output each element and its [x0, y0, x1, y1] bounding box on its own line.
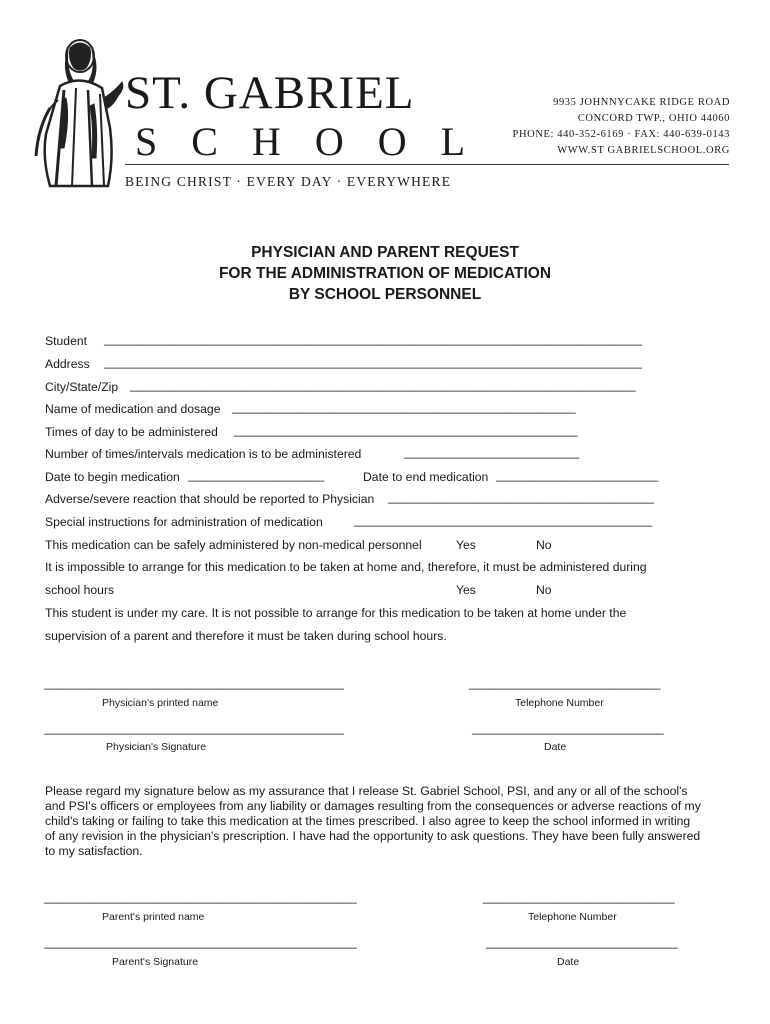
adverse-reaction-field[interactable]: _________________________________________: [388, 490, 654, 504]
adverse-reaction-label: Adverse/severe reaction that should be reported to Physician: [45, 492, 375, 506]
address-label: Address: [45, 357, 90, 371]
st-gabriel-figure-logo: [30, 38, 125, 188]
address-field[interactable]: ___________________________________________________________________________________: [104, 355, 642, 369]
release-line3: child's taking or failing to take this medication at the times prescribed. I also agree to keep the school informed in writing: [45, 814, 691, 828]
school-hours-yes-option[interactable]: Yes: [456, 583, 476, 597]
physician-signature-caption: Physician's Signature: [106, 741, 207, 753]
school-name-line2: SCHOOL: [135, 119, 500, 164]
parent-printed-name-caption: Parent's printed name: [102, 911, 205, 923]
header-divider: [125, 164, 729, 165]
special-instructions-label: Special instructions for administration of medication: [45, 515, 323, 529]
times-of-day-field[interactable]: _____________________________________________________: [234, 423, 578, 437]
care-line1: This student is under my care. It is not possible to arrange for this medication to be taken at home under the: [45, 606, 627, 620]
student-field[interactable]: ___________________________________________________________________________________: [104, 332, 642, 346]
non-medical-no-option[interactable]: No: [536, 538, 552, 552]
medication-dosage-field[interactable]: _____________________________________________________: [232, 400, 576, 414]
impossible-line2: school hours: [45, 583, 115, 597]
physician-telephone-line[interactable]: ______________________________: [469, 676, 661, 690]
city-state-zip-label: City/State/Zip: [45, 380, 119, 394]
number-of-times-field[interactable]: ___________________________: [404, 445, 579, 459]
parent-telephone-line[interactable]: ______________________________: [483, 890, 675, 904]
school-name-line1: ST. GABRIEL: [125, 67, 415, 119]
parent-printed-name-line[interactable]: _________________________________________________: [44, 890, 357, 904]
student-label: Student: [45, 334, 88, 348]
physician-telephone-caption: Telephone Number: [515, 697, 604, 709]
city-state-zip-field[interactable]: ______________________________________________________________________________: [130, 378, 636, 392]
address-line2: CONCORD TWP., OHIO 44060: [577, 113, 730, 124]
care-line2: supervision of a parent and therefore it must be taken during school hours.: [45, 629, 447, 643]
website: WWW.ST GABRIELSCHOOL.ORG: [557, 145, 730, 156]
address-line1: 9935 JOHNNYCAKE RIDGE ROAD: [553, 97, 730, 108]
physician-date-line[interactable]: ______________________________: [472, 721, 664, 735]
form-title-line1: PHYSICIAN AND PARENT REQUEST: [251, 244, 519, 261]
physician-printed-name-caption: Physician's printed name: [102, 697, 219, 709]
release-line1: Please regard my signature below as my assurance that I release St. Gabriel School, PSI, and any or all of the school's: [45, 784, 688, 798]
parent-signature-caption: Parent's Signature: [112, 956, 199, 968]
parent-signature-line[interactable]: _________________________________________________: [44, 935, 357, 949]
form-title-line2: FOR THE ADMINISTRATION OF MEDICATION: [218, 265, 552, 282]
parent-date-caption: Date: [557, 956, 580, 968]
parent-telephone-caption: Telephone Number: [528, 911, 617, 923]
release-line2: and PSI's officers or employees from any liability or damages resulting from the consequences or adverse reactions of my: [45, 799, 701, 813]
school-hours-no-option[interactable]: No: [536, 583, 552, 597]
date-end-label: Date to end medication: [363, 470, 489, 484]
phone-fax: PHONE: 440-352-6169 · FAX: 440-639-0143: [512, 129, 730, 140]
physician-printed-name-line[interactable]: _______________________________________________: [44, 676, 344, 690]
number-of-times-label: Number of times/intervals medication is to be administered: [45, 447, 362, 461]
special-instructions-field[interactable]: ______________________________________________: [354, 513, 652, 527]
times-of-day-label: Times of day to be administered: [45, 425, 218, 439]
date-end-field[interactable]: _________________________: [496, 468, 658, 482]
date-begin-field[interactable]: _____________________: [188, 468, 325, 482]
release-line4: of any revision in the physician's prescription. I have had the opportunity to ask questions. They have been fully answered: [45, 829, 701, 843]
release-line5: to my satisfaction.: [45, 844, 143, 858]
physician-signature-line[interactable]: _______________________________________________: [44, 721, 344, 735]
non-medical-label: This medication can be safely administered by non-medical personnel: [45, 538, 422, 552]
impossible-line1: It is impossible to arrange for this medication to be taken at home and, therefore, it must be administered during: [45, 560, 647, 574]
school-motto: BEING CHRIST · EVERY DAY · EVERYWHERE: [125, 174, 452, 189]
parent-date-line[interactable]: ______________________________: [486, 935, 678, 949]
form-title-line3: BY SCHOOL PERSONNEL: [288, 286, 482, 303]
date-begin-label: Date to begin medication: [45, 470, 180, 484]
non-medical-yes-option[interactable]: Yes: [456, 538, 476, 552]
physician-date-caption: Date: [544, 741, 567, 753]
medication-dosage-label: Name of medication and dosage: [45, 402, 221, 416]
